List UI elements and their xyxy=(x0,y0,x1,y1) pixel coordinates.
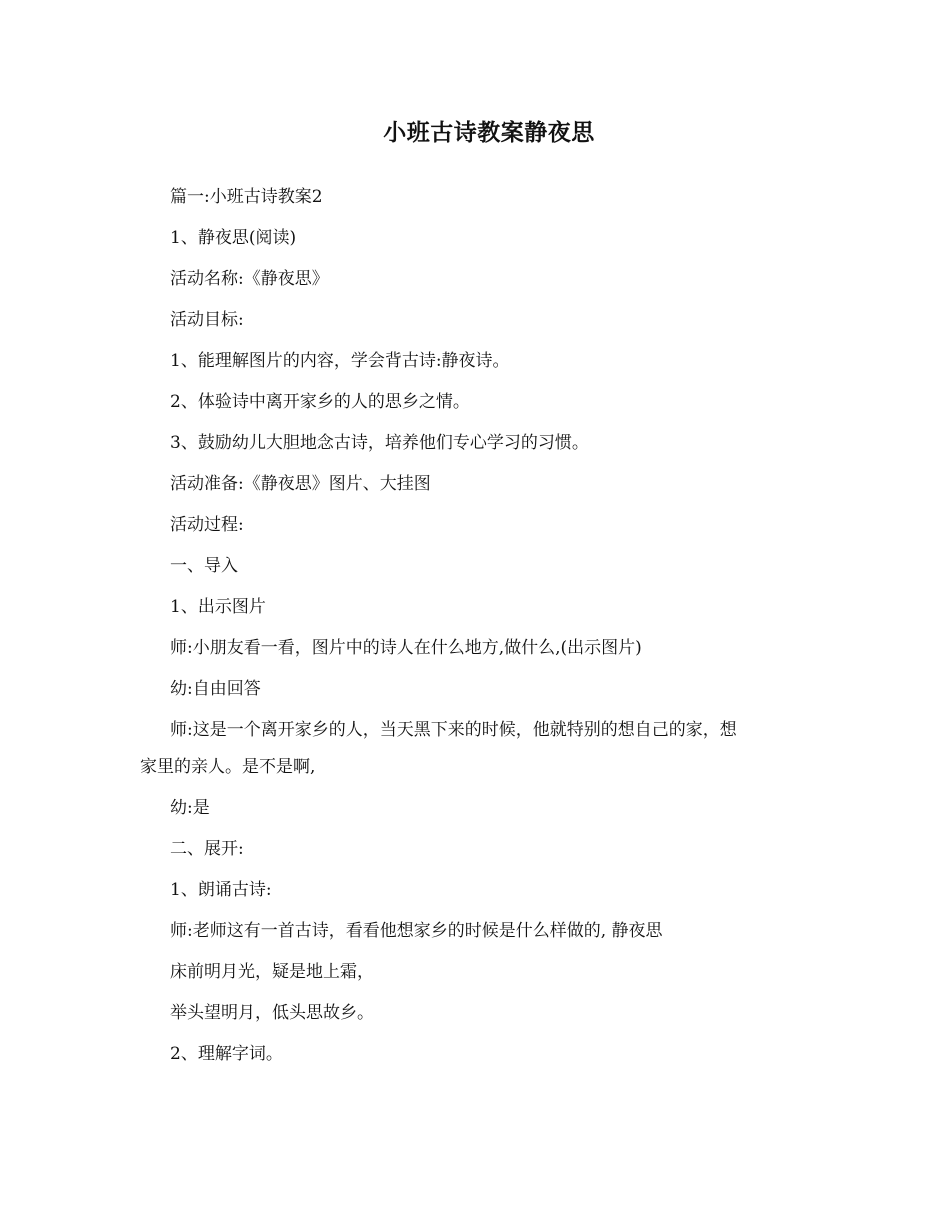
paragraph: 2、体验诗中离开家乡的人的思乡之情。 xyxy=(170,392,470,412)
paragraph: 2、理解字词。 xyxy=(170,1044,283,1064)
paragraph-wrapped xyxy=(140,717,810,780)
document-body xyxy=(140,184,810,1082)
paragraph: 二、展开: xyxy=(170,839,244,859)
paragraph: 活动名称:《静夜思》 xyxy=(170,269,329,289)
paragraph: 1、出示图片 xyxy=(170,597,266,617)
paragraph: 篇一:小班古诗教案2 xyxy=(170,187,323,207)
paragraph: 1、能理解图片的内容，学会背古诗:静夜诗。 xyxy=(170,351,510,371)
paragraph: 一、导入 xyxy=(170,556,238,576)
paragraph: 幼:自由回答 xyxy=(170,679,261,699)
poem-line: 床前明月光，疑是地上霜， xyxy=(170,962,374,982)
paragraph: 1、静夜思(阅读) xyxy=(170,228,297,248)
paragraph-line: 师:这是一个离开家乡的人，当天黑下来的时候，他就特别的想自己的家，想 xyxy=(170,720,737,740)
page-title: 小班古诗教案静夜思 xyxy=(383,119,595,146)
paragraph: 3、鼓励幼儿大胆地念古诗，培养他们专心学习的习惯。 xyxy=(170,433,589,453)
paragraph-line: 家里的亲人。是不是啊, xyxy=(140,757,316,777)
paragraph: 师:老师这有一首古诗，看看他想家乡的时候是什么样做的, 静夜思 xyxy=(170,921,663,941)
paragraph: 活动准备:《静夜思》图片、大挂图 xyxy=(170,474,431,494)
paragraph: 幼:是 xyxy=(170,798,210,818)
paragraph: 活动目标: xyxy=(170,310,244,330)
paragraph: 活动过程: xyxy=(170,515,244,535)
paragraph: 师:小朋友看一看，图片中的诗人在什么地方,做什么,(出示图片) xyxy=(170,638,642,658)
paragraph: 1、朗诵古诗: xyxy=(170,880,272,900)
poem-line: 举头望明月，低头思故乡。 xyxy=(170,1003,374,1023)
